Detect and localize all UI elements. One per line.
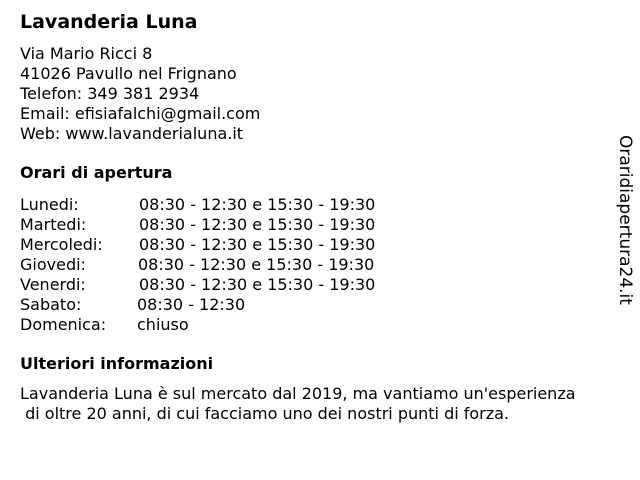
info-heading: Ulteriori informazioni xyxy=(20,354,214,373)
day-label: Lunedi: xyxy=(20,195,79,214)
hours-heading: Orari di apertura xyxy=(20,163,173,182)
day-label: Giovedi: xyxy=(20,255,86,274)
info-paragraph xyxy=(20,384,630,424)
info-line-2: di oltre 20 anni, di cui facciamo uno dei nostri punti di forza. xyxy=(20,404,510,423)
day-label: Domenica: xyxy=(20,315,107,334)
info-line-1: Lavanderia Luna è sul mercato dal 2019, ma vantiamo un'esperienza xyxy=(20,384,576,403)
phone-line: Telefon: 349 381 2934 xyxy=(20,84,200,103)
time-value: 08:30 - 12:30 e 15:30 - 19:30 xyxy=(139,235,376,254)
time-value: 08:30 - 12:30 e 15:30 - 19:30 xyxy=(139,215,376,234)
day-label: Venerdi: xyxy=(20,275,86,294)
time-value: 08:30 - 12:30 e 15:30 - 19:30 xyxy=(138,255,375,274)
time-value: chiuso xyxy=(137,315,189,334)
day-label: Martedi: xyxy=(20,215,87,234)
day-label: Sabato: xyxy=(20,295,82,314)
address-street: Via Mario Ricci 8 xyxy=(20,44,153,63)
web-line: Web: www.lavanderialuna.it xyxy=(20,124,244,143)
site-watermark: Oraridiapertura24.it xyxy=(615,135,635,305)
day-label: Mercoledi: xyxy=(20,235,103,254)
business-name: Lavanderia Luna xyxy=(20,11,198,33)
time-value: 08:30 - 12:30 e 15:30 - 19:30 xyxy=(139,275,376,294)
email-line: Email: efisiafalchi@gmail.com xyxy=(20,104,261,123)
address-city: 41026 Pavullo nel Frignano xyxy=(20,64,237,83)
time-value: 08:30 - 12:30 e 15:30 - 19:30 xyxy=(139,195,376,214)
time-value: 08:30 - 12:30 xyxy=(137,295,246,314)
contact-block xyxy=(20,44,260,144)
